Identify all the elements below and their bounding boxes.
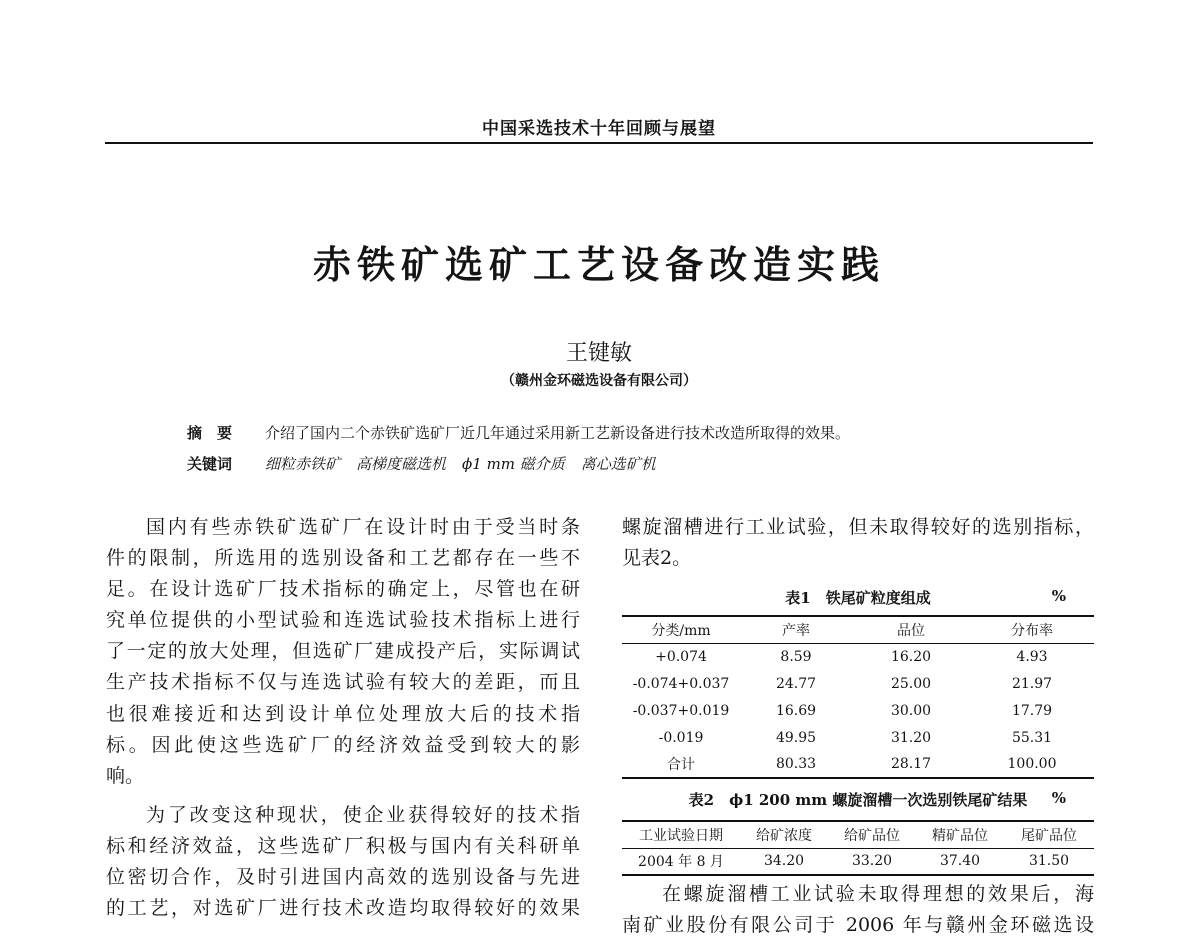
text-line: 在螺旋溜槽工业试验未取得理想的效果后，海 xyxy=(662,883,1094,905)
article-title: 赤铁矿选矿工艺设备改造实践 xyxy=(312,242,885,287)
header-rule xyxy=(105,142,1093,144)
right-column-top xyxy=(622,512,1094,574)
table-header-cell: 分布率 xyxy=(1011,622,1053,639)
keyword: 离心选矿机 xyxy=(580,455,656,473)
running-head: 中国采选技术十年回顾与展望 xyxy=(482,119,716,139)
table-1-unit: % xyxy=(1051,587,1066,605)
table-cell: 16.69 xyxy=(775,702,817,719)
table-cell: 24.77 xyxy=(775,675,817,692)
text-line: 究单位提供的小型试验和连选试验技术指标上进行 xyxy=(106,609,580,632)
author-affiliation: （赣州金环磁选设备有限公司） xyxy=(501,373,697,389)
text-line: 南矿业股份有限公司于 2006 年与赣州金环磁选设 xyxy=(622,914,1094,937)
table-2-title: 表2 ϕ1 200 mm 螺旋溜槽一次选别铁尾矿结果 xyxy=(688,791,1028,809)
table-row xyxy=(622,848,1094,875)
table-2 xyxy=(622,820,1094,876)
table-row xyxy=(622,670,1094,697)
table-cell: 31.20 xyxy=(890,729,932,746)
table-cell: 25.00 xyxy=(890,675,932,692)
table-cell: 17.79 xyxy=(1011,702,1053,719)
table-header-cell: 给矿浓度 xyxy=(756,827,812,844)
table-cell: 34.20 xyxy=(763,853,805,870)
table-1-caption xyxy=(622,587,1094,607)
text-line: 为了改变这种现状，使企业获得较好的技术指 xyxy=(146,803,580,826)
table-cell: -0.074+0.037 xyxy=(632,675,730,692)
keywords xyxy=(187,453,672,474)
text-line: 的工艺，对选矿厂进行技术改造均取得较好的效果 xyxy=(106,897,580,920)
text-line: 响。 xyxy=(106,764,145,787)
table-cell: 100.00 xyxy=(1007,756,1057,772)
table-cell: -0.037+0.019 xyxy=(632,702,730,719)
abstract-label: 摘 要 xyxy=(187,424,233,442)
table-cell: 8.59 xyxy=(780,648,812,665)
table-header-cell: 精矿品位 xyxy=(932,827,988,844)
text-line: 见表2。 xyxy=(622,547,692,570)
table-1-title: 表1 铁尾矿粒度组成 xyxy=(785,589,931,607)
keyword: 高梯度磁选机 xyxy=(356,455,447,473)
table-cell: -0.019 xyxy=(658,729,704,746)
text-line: 件的限制，所选用的选别设备和工艺都存在一些不 xyxy=(106,547,580,570)
table-cell: 55.31 xyxy=(1011,729,1053,746)
text-line: 螺旋溜槽进行工业试验，但未取得较好的选别指标， xyxy=(622,516,1094,538)
table-cell: 合计 xyxy=(667,757,695,773)
abstract xyxy=(187,422,850,443)
right-column-bottom xyxy=(622,879,1094,941)
table-header-cell: 工业试验日期 xyxy=(639,827,723,844)
table-cell: +0.074 xyxy=(655,648,707,665)
text-line: 足。在设计选矿厂技术指标的确定上，尽管也在研 xyxy=(106,578,580,601)
table-header-cell: 给矿品位 xyxy=(844,827,900,844)
text-line: 标。因此使这些选矿厂的经济效益受到较大的影 xyxy=(106,733,580,756)
table-header-cell: 尾矿品位 xyxy=(1021,827,1077,844)
table-cell: 21.97 xyxy=(1011,675,1053,692)
table-2-unit: % xyxy=(1051,789,1066,807)
table-row xyxy=(622,643,1094,670)
table-header-cell: 产率 xyxy=(782,622,810,639)
table-cell: 16.20 xyxy=(890,648,932,665)
table-cell: 31.50 xyxy=(1028,853,1070,870)
body-paragraph-2 xyxy=(106,800,580,924)
text-line: 也很难接近和达到设计单位处理放大后的技术指 xyxy=(106,702,580,725)
body-paragraph-1 xyxy=(106,512,580,792)
table-1 xyxy=(622,615,1094,779)
table-cell: 30.00 xyxy=(890,702,932,719)
table-cell: 37.40 xyxy=(939,853,981,870)
keyword: 细粒赤铁矿 xyxy=(265,455,341,473)
author-name: 王键敏 xyxy=(565,341,632,366)
table-row xyxy=(622,724,1094,751)
text-line: 标和经济效益，这些选矿厂积极与国内有关科研单 xyxy=(106,834,580,857)
table-header-cell: 分类/mm xyxy=(651,622,711,639)
left-column xyxy=(106,512,580,924)
table-2-caption xyxy=(622,789,1094,809)
table-cell: 49.95 xyxy=(775,729,817,746)
keyword: ϕ1 mm 磁介质 xyxy=(462,455,565,473)
table-row xyxy=(622,697,1094,724)
table-header-cell: 品位 xyxy=(897,622,925,639)
keywords-label: 关键词 xyxy=(187,455,233,473)
table-cell: 28.17 xyxy=(890,756,932,772)
text-line: 生产技术指标不仅与连选试验有较大的差距，而且 xyxy=(106,671,580,694)
table-row xyxy=(622,751,1094,778)
text-line: 国内有些赤铁矿选矿厂在设计时由于受当时条 xyxy=(146,516,580,538)
table-cell: 80.33 xyxy=(775,756,817,772)
text-line: 位密切合作，及时引进国内高效的选别设备与先进 xyxy=(106,866,580,889)
table-cell: 33.20 xyxy=(851,853,893,870)
text-line: 了一定的放大处理，但选矿厂建成投产后，实际调试 xyxy=(106,640,580,663)
table-cell: 2004 年 8 月 xyxy=(638,854,724,871)
abstract-text: 介绍了国内二个赤铁矿选矿厂近几年通过采用新工艺新设备进行技术改造所取得的效果。 xyxy=(265,424,851,442)
table-cell: 4.93 xyxy=(1016,648,1048,665)
